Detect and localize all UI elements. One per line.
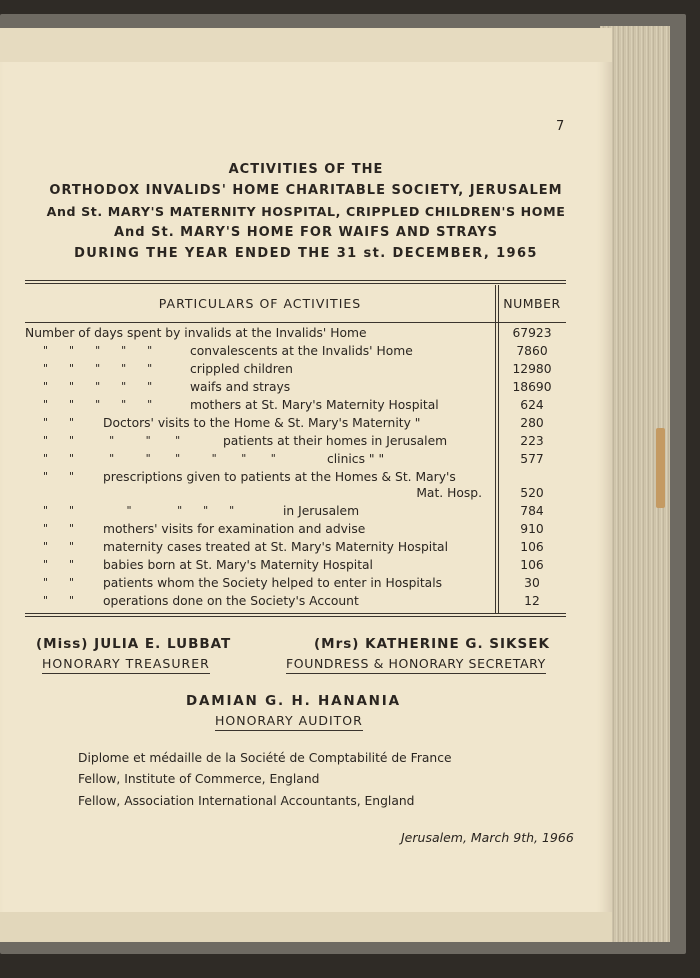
table-row xyxy=(25,416,566,434)
row-number: 223 xyxy=(520,434,544,448)
row-number: 106 xyxy=(520,558,544,572)
table-row xyxy=(25,452,566,470)
table-row xyxy=(25,326,566,344)
table-row xyxy=(25,486,566,504)
row-text: patients whom the Society helped to enter in Hospitals xyxy=(103,576,443,590)
row-text: mothers at St. Mary's Maternity Hospital xyxy=(190,398,439,412)
table-row xyxy=(25,434,566,452)
row-text: maternity cases treated at St. Mary's Maternity Hospital xyxy=(103,540,448,554)
row-number: 106 xyxy=(520,540,544,554)
page-bottom-band xyxy=(0,912,612,942)
row-ditto: " " " " " xyxy=(43,344,153,357)
row-text: crippled children xyxy=(190,362,293,376)
table-row xyxy=(25,558,566,576)
row-text: Number of days spent by invalids at the Invalids' Home xyxy=(25,326,367,340)
table-row xyxy=(25,540,566,558)
row-text: babies born at St. Mary's Maternity Hospital xyxy=(103,558,373,572)
title-line-5: DURING THE YEAR ENDED THE 31 st. DECEMBER, 1965 xyxy=(74,246,538,261)
table-header-particulars: PARTICULARS OF ACTIVITIES xyxy=(158,296,362,311)
treasurer-role: HONORARY TREASURER xyxy=(42,656,210,674)
secretary-role: FOUNDRESS & HONORARY SECRETARY xyxy=(286,656,546,674)
page-number: 7 xyxy=(556,119,565,134)
auditor-name: DAMIAN G. H. HANANIA xyxy=(186,693,401,709)
row-number: 280 xyxy=(520,416,544,430)
title-line-3: And St. MARY'S MATERNITY HOSPITAL, CRIPPLED CHILDREN'S HOME xyxy=(46,204,566,219)
row-number: 30 xyxy=(524,576,540,590)
row-text: prescriptions given to patients at the Homes & St. Mary's xyxy=(103,470,456,484)
credential-line: Diplome et médaille de la Société de Comptabilité de France xyxy=(78,751,452,765)
row-text: in Jerusalem xyxy=(283,504,360,518)
row-ditto: " " xyxy=(43,416,75,429)
row-number: 910 xyxy=(520,522,544,536)
bookmark-ribbon xyxy=(656,428,665,508)
title-line-2: ORTHODOX INVALIDS' HOME CHARITABLE SOCIETY, JERUSALEM xyxy=(49,183,563,198)
row-ditto: " " " " " xyxy=(43,362,153,375)
row-number: 577 xyxy=(520,452,544,466)
page-top-band xyxy=(0,28,612,62)
table-row xyxy=(25,362,566,380)
row-ditto: " " xyxy=(43,558,75,571)
row-text: clinics " " xyxy=(327,452,385,466)
row-number: 67923 xyxy=(512,326,552,340)
treasurer-name: (Miss) JULIA E. LUBBAT xyxy=(36,636,232,652)
row-ditto: " " " " " " xyxy=(43,504,235,517)
row-text: waifs and strays xyxy=(190,380,291,394)
row-ditto: " " " " " xyxy=(43,434,181,447)
table-row xyxy=(25,504,566,522)
credential-line: Fellow, Institute of Commerce, England xyxy=(78,772,320,786)
row-ditto: " " xyxy=(43,576,75,589)
row-text: mothers' visits for examination and advise xyxy=(103,522,366,536)
secretary-name: (Mrs) KATHERINE G. SIKSEK xyxy=(314,636,550,652)
row-text: Mat. Hosp. xyxy=(416,486,482,500)
table-row xyxy=(25,522,566,540)
table-row xyxy=(25,576,566,594)
row-number: 12980 xyxy=(512,362,552,376)
row-number: 520 xyxy=(520,486,544,500)
row-ditto: " " xyxy=(43,540,75,553)
row-ditto: " " xyxy=(43,522,75,535)
table-top-rule-2 xyxy=(25,283,566,284)
table-row xyxy=(25,594,566,612)
table-header-rule xyxy=(25,322,566,323)
row-ditto: " " xyxy=(43,594,75,607)
table-row xyxy=(25,398,566,416)
row-number: 7860 xyxy=(516,344,548,358)
table-row xyxy=(25,380,566,398)
row-number: 12 xyxy=(524,594,540,608)
place-date: Jerusalem, March 9th, 1966 xyxy=(401,830,574,845)
row-number: 784 xyxy=(520,504,544,518)
row-text: convalescents at the Invalids' Home xyxy=(190,344,413,358)
row-number: 18690 xyxy=(512,380,552,394)
title-line-4: And St. MARY'S HOME FOR WAIFS AND STRAYS xyxy=(113,225,499,240)
row-ditto: " " " " " " " " xyxy=(43,452,276,465)
table-row xyxy=(25,344,566,362)
row-text: Doctors' visits to the Home & St. Mary's Maternity " xyxy=(103,416,421,430)
row-number: 624 xyxy=(520,398,544,412)
credential-line: Fellow, Association International Accountants, England xyxy=(78,794,415,808)
row-ditto: " " xyxy=(43,470,75,483)
auditor-role: HONORARY AUDITOR xyxy=(215,713,363,731)
row-ditto: " " " " " xyxy=(43,398,153,411)
row-text: patients at their homes in Jerusalem xyxy=(223,434,448,448)
row-ditto: " " " " " xyxy=(43,380,153,393)
table-bottom-rule xyxy=(25,613,566,614)
table-header-number: NUMBER xyxy=(503,296,561,311)
table-top-rule xyxy=(25,280,566,281)
title-line-1: ACTIVITIES OF THE xyxy=(228,162,384,177)
row-text: operations done on the Society's Account xyxy=(103,594,359,608)
table-bottom-rule-2 xyxy=(25,616,566,617)
